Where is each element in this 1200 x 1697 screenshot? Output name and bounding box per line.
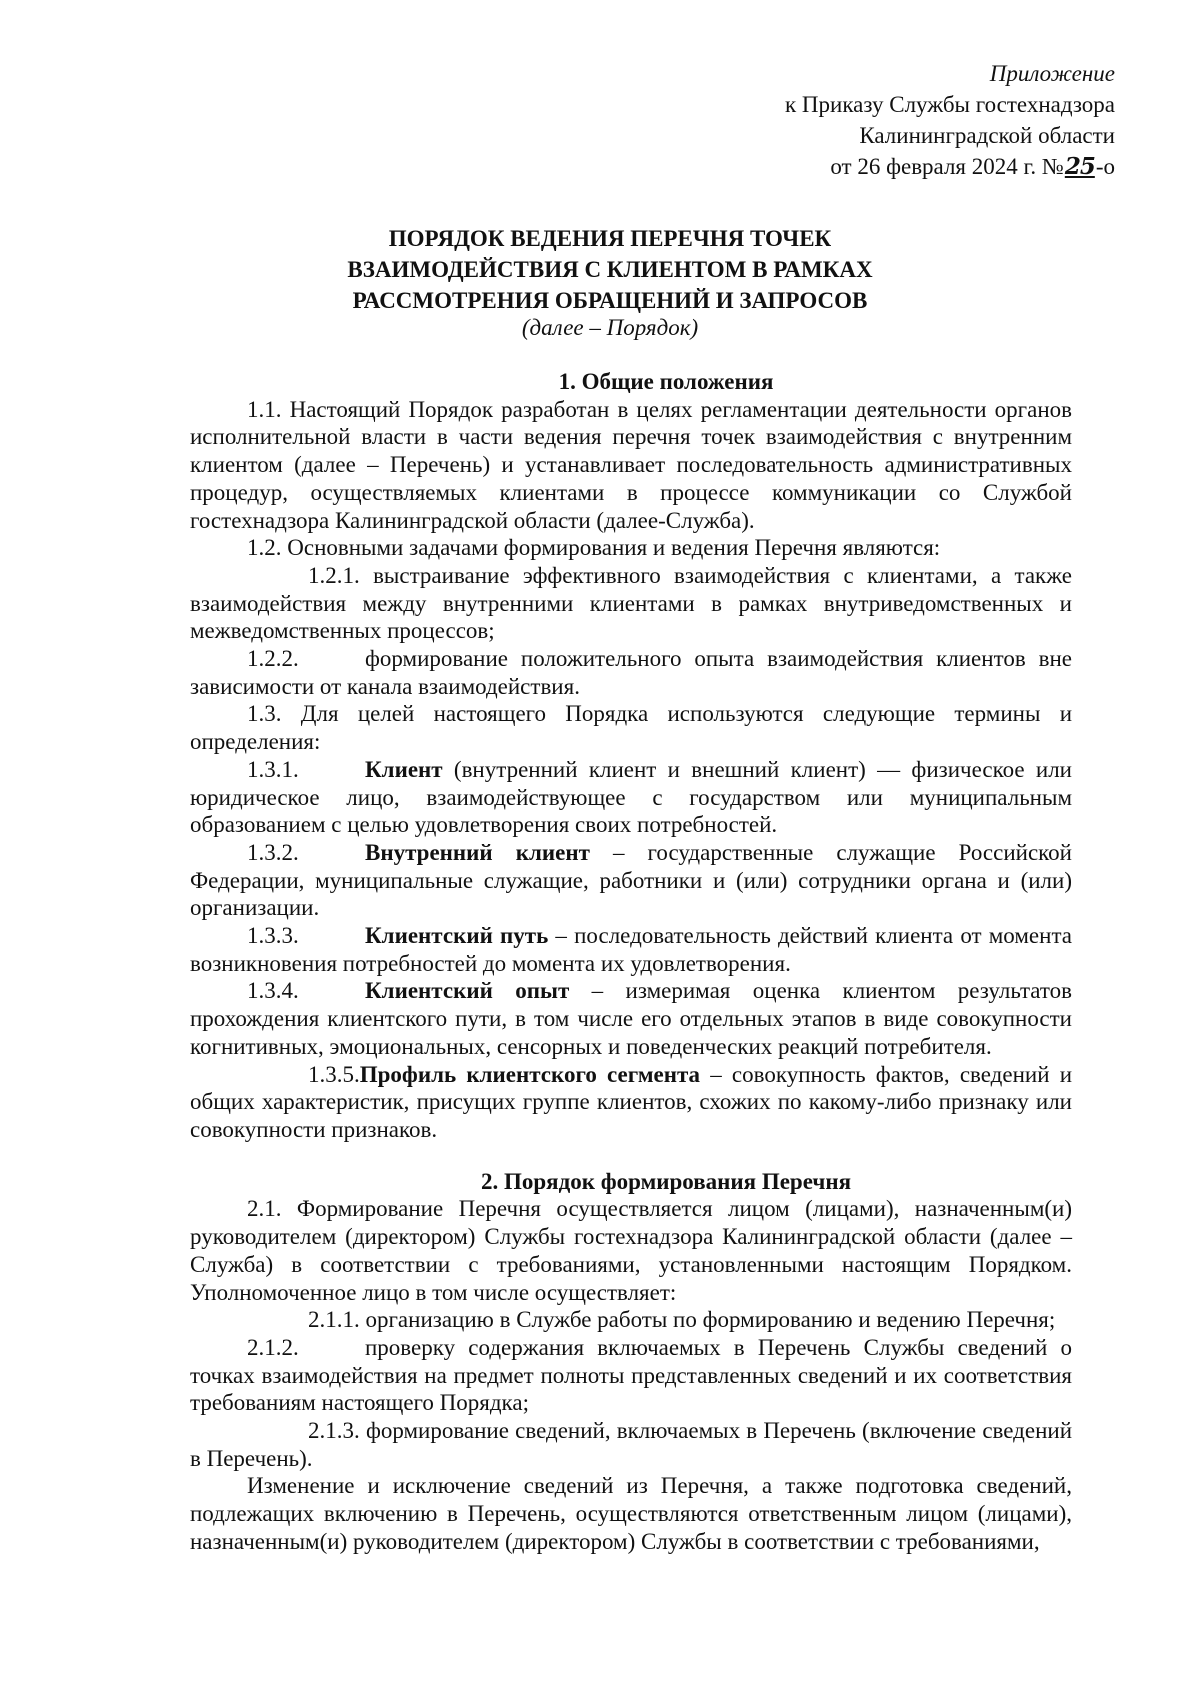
- section-1-heading: 1. Общие положения: [558, 369, 774, 394]
- document-title: [190, 223, 1030, 316]
- term-1-3-5: [190, 1061, 1072, 1144]
- section-2-heading: 2. Порядок формирования Перечня: [480, 1168, 852, 1194]
- term-1-3-2: [190, 839, 1072, 922]
- term-name: Клиентский путь: [365, 923, 549, 949]
- term-1-3-1: [190, 756, 1072, 839]
- paragraph-2-continuation: Изменение и исключение сведений из Перечня, а также подготовка сведений, подлежащих включению в Перечень, осуществляются ответственным лицом (лицами), назначенным(и) руководителем (директором) Службы в соответствии с требованиями,: [190, 1473, 1072, 1554]
- term-definition: (внутренний клиент и внешний клиент) — физическое или юридическое лицо, взаимодействующее с государством или муниципальным образованием с целью удовлетворения своих потребностей.: [190, 756, 1072, 838]
- paragraph-1-1: 1.1. Настоящий Порядок разработан в целях регламентации деятельности органов исполнительной власти в части ведения перечня точек взаимодействия с внутренним клиентом (далее – Перечень) и устанавливает последовательность административных процедур, осуществляемых клиентами в процессе коммуникации со Службой гостехнадзора Калининградской области (далее-Служба).: [190, 396, 1072, 533]
- term-name: Клиентский опыт: [365, 978, 570, 1004]
- order-date-line: [595, 151, 1115, 182]
- term-name: Профиль клиентского сегмента: [359, 1061, 701, 1087]
- term-number: 1.3.1.: [247, 756, 299, 782]
- title-line-2: ВЗАИМОДЕЙСТВИЯ С КЛИЕНТОМ В РАМКАХ: [347, 257, 873, 282]
- paragraph-2-1: 2.1. Формирование Перечня осуществляется лицом (лицами), назначенным(и) руководителем (директором) Службы гостехнадзора Калининградской области (далее – Служба) в соответствии с требованиями, установленными настоящим Порядком. Уполномоченное лицо в том числе осуществляет:: [190, 1196, 1072, 1305]
- paragraph-text: проверку содержания включаемых в Перечень Службы сведений о точках взаимодействия на предмет полноты представленных сведений и их соответствия требованиям настоящего Порядка;: [190, 1334, 1072, 1416]
- paragraph-1-2-1: 1.2.1. выстраивание эффективного взаимодействия с клиентами, а также взаимодействия между внутренними клиентами в рамках внутриведомственных и межведомственных процессов;: [190, 562, 1072, 644]
- term-name: Клиент: [365, 756, 443, 782]
- term-number: 1.3.3.: [247, 923, 299, 949]
- paragraph-number: 1.2.2.: [247, 646, 299, 672]
- term-definition: – государственные служащие Российской Федерации, муниципальные служащие, работники и (или) сотрудники органа и (или) организации.: [190, 839, 1072, 921]
- title-line-3: РАССМОТРЕНИЯ ОБРАЩЕНИЙ И ЗАПРОСОВ: [352, 288, 868, 313]
- appendix-header: [595, 58, 1115, 182]
- term-definition: – последовательность действий клиента от момента возникновения потребностей до момента их удовлетворения.: [190, 923, 1072, 976]
- document-subtitle: (далее – Порядок): [521, 315, 699, 340]
- paragraph-2-1-1: 2.1.1. организацию в Службе работы по формированию и ведению Перечня;: [308, 1307, 1056, 1333]
- term-number: 1.3.2.: [247, 839, 299, 865]
- term-name: Внутренний клиент: [365, 839, 590, 865]
- paragraph-1-2: 1.2. Основными задачами формирования и ведения Перечня являются:: [247, 535, 941, 561]
- handwritten-order-number: 25: [1064, 153, 1095, 180]
- region-name: Калининградской области: [859, 123, 1115, 148]
- document-body: [190, 368, 1072, 1556]
- term-definition: – совокупность фактов, сведений и общих характеристик, присущих группе клиентов, схожих по какому-либо признаку или совокупности признаков.: [190, 1061, 1073, 1142]
- term-1-3-4: [190, 977, 1072, 1060]
- title-line-1: ПОРЯДОК ВЕДЕНИЯ ПЕРЕЧНЯ ТОЧЕК: [388, 226, 832, 251]
- appendix-label: Приложение: [989, 61, 1115, 86]
- paragraph-number: 2.1.2.: [247, 1334, 299, 1360]
- term-definition: – измеримая оценка клиентом результатов прохождения клиентского пути, в том числе его отдельных этапов в виде совокупности когнитивных, эмоциональных, сенсорных и поведенческих реакций потребителя.: [190, 978, 1072, 1059]
- order-reference: к Приказу Службы гостехнадзора: [785, 92, 1115, 117]
- order-number-suffix: -о: [1095, 154, 1115, 179]
- paragraph-1-3: 1.3. Для целей настоящего Порядка используются следующие термины и определения:: [190, 701, 1072, 755]
- paragraph-text: формирование положительного опыта взаимодействия клиентов вне зависимости от канала взаимодействия.: [190, 646, 1072, 699]
- term-number: 1.3.4.: [247, 978, 299, 1004]
- paragraph-2-1-2: [190, 1334, 1072, 1417]
- term-1-3-3: [190, 922, 1072, 977]
- paragraph-1-2-2: [190, 645, 1072, 700]
- term-number: 1.3.5.: [308, 1061, 360, 1087]
- paragraph-2-1-3: 2.1.3. формирование сведений, включаемых в Перечень (включение сведений в Перечень).: [190, 1418, 1072, 1471]
- order-date: от 26 февраля 2024 г. №: [830, 154, 1064, 179]
